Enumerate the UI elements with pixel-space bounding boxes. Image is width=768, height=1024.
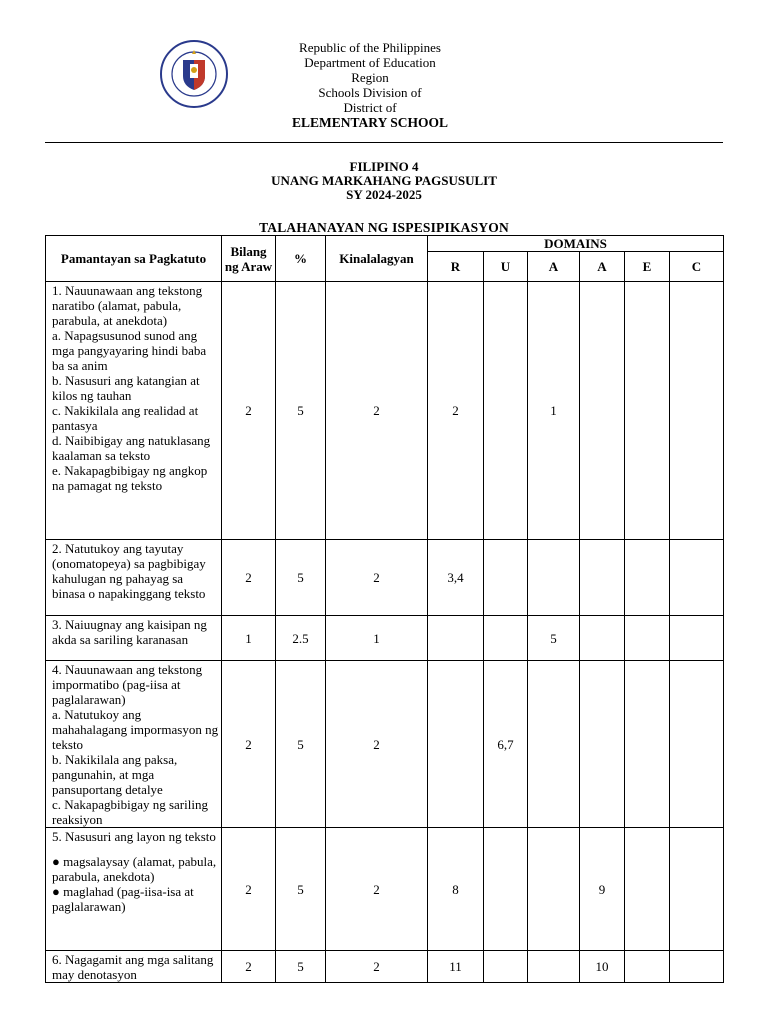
domain-cell (484, 282, 528, 540)
competency-cell (46, 661, 222, 828)
subject-title: FILIPINO 4 (349, 159, 419, 174)
domain-cell (670, 828, 724, 951)
competency-line: ● magsalaysay (alamat, pabula, parabula, anekdota) (52, 854, 217, 884)
tos-table (45, 235, 724, 983)
header-percent: % (276, 236, 326, 282)
domain-cell (580, 282, 625, 540)
domain-cell: 2 (428, 282, 484, 540)
competency-line: a. Napagsusunod sunod ang mga pangyayaring hindi baba ba sa anim (52, 328, 207, 373)
competency-line: 6. Nagagamit ang mga salitang may denotasyon (52, 952, 214, 982)
header-location: Kinalalagyan (326, 236, 428, 282)
header-domain-a1: A (528, 252, 580, 282)
competency-line (52, 844, 219, 854)
domain-cell (670, 661, 724, 828)
competency-line: 5. Nasusuri ang layon ng teksto (52, 829, 216, 844)
table-row (46, 540, 724, 616)
domain-cell (528, 828, 580, 951)
header-line-department: Department of Education (304, 55, 436, 70)
table-title: TALAHANAYAN NG ISPESIPIKASYON (259, 220, 509, 235)
location-cell: 2 (326, 661, 428, 828)
deped-seal-icon (154, 40, 234, 108)
competency-line: 3. Naiuugnay ang kaisipan ng akda sa sariling karanasan (52, 617, 207, 647)
competency-cell (46, 828, 222, 951)
percent-cell: 5 (276, 828, 326, 951)
header-domains: DOMAINS (428, 236, 724, 252)
domain-cell (625, 282, 670, 540)
school-name: ELEMENTARY SCHOOL (292, 115, 448, 130)
letterhead (240, 40, 500, 130)
location-cell: 2 (326, 951, 428, 983)
location-cell: 1 (326, 616, 428, 661)
domain-cell (528, 661, 580, 828)
header-line-republic: Republic of the Philippines (299, 40, 441, 55)
domain-cell: 10 (580, 951, 625, 983)
competency-line: 1. Nauunawaan ang tekstong naratibo (alamat, pabula, parabula, at anekdota) (52, 283, 203, 328)
days-cell: 2 (222, 828, 276, 951)
days-cell: 2 (222, 540, 276, 616)
domain-cell (625, 828, 670, 951)
domain-cell (670, 951, 724, 983)
table-row (46, 282, 724, 540)
domain-cell (484, 540, 528, 616)
days-cell: 2 (222, 282, 276, 540)
header-days: Bilang ng Araw (222, 236, 276, 282)
header-domain-r: R (428, 252, 484, 282)
header-domain-a2: A (580, 252, 625, 282)
domain-cell (484, 616, 528, 661)
domain-cell (428, 661, 484, 828)
header-domain-u: U (484, 252, 528, 282)
competency-line: c. Nakikilala ang realidad at pantasya (52, 403, 199, 433)
days-cell: 2 (222, 661, 276, 828)
percent-cell: 5 (276, 540, 326, 616)
competency-cell (46, 540, 222, 616)
domain-cell (670, 540, 724, 616)
days-cell: 1 (222, 616, 276, 661)
days-cell: 2 (222, 951, 276, 983)
domain-cell (670, 616, 724, 661)
location-cell: 2 (326, 282, 428, 540)
header-domain-e: E (625, 252, 670, 282)
domain-cell: 6,7 (484, 661, 528, 828)
competency-cell (46, 951, 222, 983)
domain-cell: 1 (528, 282, 580, 540)
domain-cell (580, 616, 625, 661)
competency-line: ● maglahad (pag-iisa-isa at paglalarawan) (52, 884, 194, 914)
domain-cell (484, 951, 528, 983)
header-line-division: Schools Division of (318, 85, 422, 100)
header-divider (45, 142, 723, 143)
table-row (46, 616, 724, 661)
competency-line: 4. Nauunawaan ang tekstong impormatibo (pag-iisa at paglalarawan) (52, 662, 203, 707)
exam-title: UNANG MARKAHANG PAGSUSULIT (271, 173, 497, 188)
domain-cell (528, 951, 580, 983)
domain-cell: 5 (528, 616, 580, 661)
domain-cell (580, 540, 625, 616)
competency-line: e. Nakapagbibigay ng angkop na pamagat ng teksto (52, 463, 208, 493)
percent-cell: 2.5 (276, 616, 326, 661)
domain-cell (625, 540, 670, 616)
competency-cell (46, 282, 222, 540)
header-domain-c: C (670, 252, 724, 282)
exam-titles (0, 160, 768, 202)
domain-cell (484, 828, 528, 951)
percent-cell: 5 (276, 951, 326, 983)
domain-cell (428, 616, 484, 661)
location-cell: 2 (326, 828, 428, 951)
header-competency: Pamantayan sa Pagkatuto (46, 236, 222, 282)
school-year: SY 2024-2025 (346, 187, 422, 202)
percent-cell: 5 (276, 282, 326, 540)
table-row (46, 951, 724, 983)
competency-line: a. Natutukoy ang mahahalagang impormasyon ng teksto (52, 707, 219, 752)
percent-cell: 5 (276, 661, 326, 828)
competency-line: d. Naibibigay ang natuklasang kaalaman sa teksto (52, 433, 211, 463)
location-cell: 2 (326, 540, 428, 616)
domain-cell (625, 661, 670, 828)
domain-cell (580, 661, 625, 828)
header-line-district: District of (343, 100, 397, 115)
domain-cell (625, 616, 670, 661)
competency-line: b. Nakikilala ang paksa, pangunahin, at mga pansuportang detalye (52, 752, 178, 797)
domain-cell: 8 (428, 828, 484, 951)
competency-cell (46, 616, 222, 661)
competency-line: c. Nakapagbibigay ng sariling reaksiyon (52, 797, 208, 827)
table-row (46, 828, 724, 951)
domain-cell: 11 (428, 951, 484, 983)
domain-cell (528, 540, 580, 616)
domain-cell (625, 951, 670, 983)
table-row (46, 661, 724, 828)
domain-cell (670, 282, 724, 540)
competency-line: 2. Natutukoy ang tayutay (onomatopeya) sa pagbibigay kahulugan ng pahayag sa binasa o napakinggang teksto (52, 541, 206, 601)
domain-cell: 3,4 (428, 540, 484, 616)
header-line-region: Region (351, 70, 389, 85)
competency-line: b. Nasusuri ang katangian at kilos ng tauhan (52, 373, 200, 403)
domain-cell: 9 (580, 828, 625, 951)
